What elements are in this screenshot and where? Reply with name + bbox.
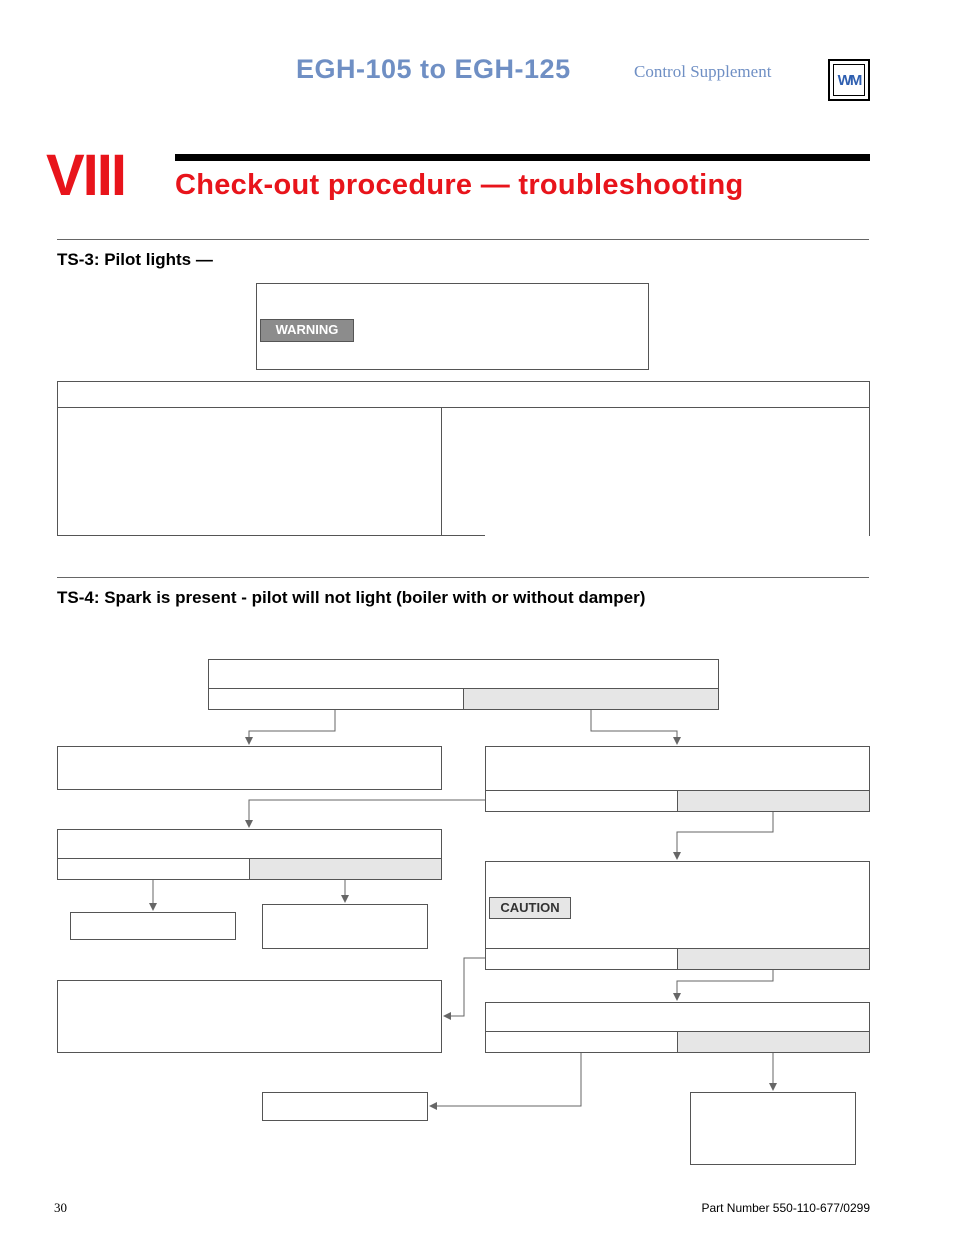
connector-right-no-2: [677, 970, 773, 1000]
ts3-heading: TS-3: Pilot lights —: [57, 250, 213, 269]
connector-top-no: [591, 710, 677, 744]
warning-label: WARNING: [260, 319, 354, 342]
section-number: VIII: [46, 143, 126, 208]
connector-top-yes: [249, 710, 335, 744]
connector-right-no-1: [677, 812, 773, 859]
connector-right-yes-2: [444, 958, 485, 1016]
logo-text: WM: [837, 71, 861, 89]
part-number: Part Number 550-110-677/0299: [701, 1201, 870, 1215]
document-title: EGH-105 to EGH-125: [296, 54, 571, 84]
page-number: 30: [54, 1200, 67, 1215]
document-subtitle: Control Supplement: [634, 62, 772, 81]
ts4-heading: TS-4: Spark is present - pilot will not light (boiler with or without damper): [57, 588, 646, 607]
section-title: Check-out procedure — troubleshooting: [175, 169, 744, 201]
caution-label: CAUTION: [489, 897, 571, 919]
connector-right-yes-1: [249, 800, 485, 827]
connector-right-yes-3: [430, 1053, 581, 1106]
